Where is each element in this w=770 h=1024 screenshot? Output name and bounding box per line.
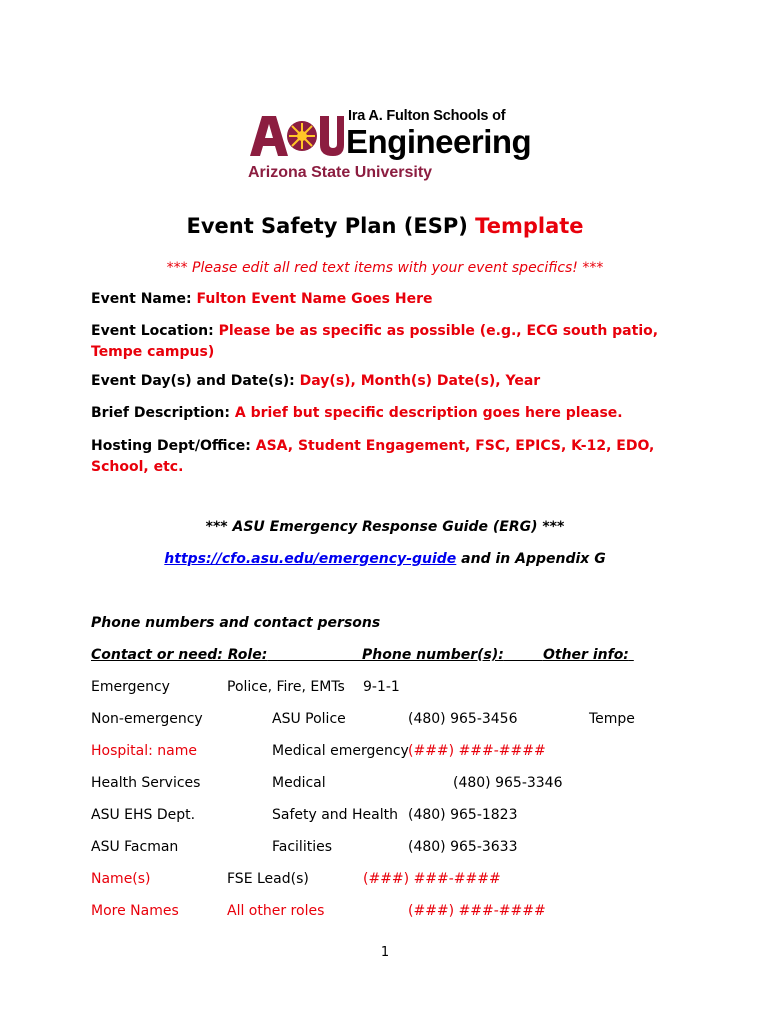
row-phone: (480) 965-3456	[408, 711, 518, 727]
row-contact: Emergency	[91, 679, 170, 695]
event-location-field	[91, 321, 671, 363]
row-role: Safety and Health	[272, 807, 398, 823]
row-contact: Name(s)	[91, 871, 151, 887]
page-number: 1	[380, 945, 390, 960]
row-role: All other roles	[227, 903, 325, 919]
phone-header	[362, 647, 543, 663]
other-info-header	[543, 647, 634, 663]
contact-role-header	[91, 647, 362, 663]
row-role: Facilities	[272, 839, 332, 855]
logo-engineering-text: Engineering	[346, 123, 532, 160]
erg-link-suffix: and in Appendix G	[456, 551, 606, 567]
erg-heading: *** ASU Emergency Response Guide (ERG) ***	[205, 519, 565, 535]
row-contact: ASU Facman	[91, 839, 179, 855]
hosting-value: ASA, Student Engagement, FSC, EPICS, K-12, EDO, School, etc.	[91, 438, 655, 475]
event-dates-field	[91, 371, 691, 392]
row-phone: (480) 965-3346	[453, 775, 563, 791]
hosting-field	[91, 436, 666, 478]
row-contact: ASU EHS Dept.	[91, 807, 196, 823]
row-role: Medical	[272, 775, 326, 791]
other-info-header-text: Other info:	[543, 647, 629, 663]
hosting-label: Hosting Dept/Office:	[91, 438, 251, 454]
description-field	[91, 403, 691, 424]
row-role: Police, Fire, EMTs	[227, 679, 345, 695]
row-other: Tempe	[589, 711, 635, 727]
event-location-label: Event Location:	[91, 323, 214, 339]
event-dates-label: Event Day(s) and Date(s):	[91, 373, 295, 389]
row-phone: (###) ###-####	[408, 743, 546, 759]
page-title	[0, 214, 770, 238]
row-phone: (480) 965-1823	[408, 807, 518, 823]
logo-university-name: Arizona State University	[248, 164, 433, 181]
instructions-note: *** Please edit all red text items with your event specifics! ***	[166, 260, 604, 276]
event-name-value: Fulton Event Name Goes Here	[196, 291, 433, 307]
event-name-label: Event Name:	[91, 291, 192, 307]
row-phone: (###) ###-####	[408, 903, 546, 919]
event-location-value: Please be as specific as possible (e.g., ECG south patio, Tempe campus)	[91, 323, 659, 360]
row-phone: (480) 965-3633	[408, 839, 518, 855]
asu-engineering-logo	[248, 108, 532, 184]
event-dates-value: Day(s), Month(s) Date(s), Year	[299, 373, 541, 389]
erg-link-line	[0, 551, 770, 567]
row-phone: (###) ###-####	[363, 871, 501, 887]
description-value: A brief but specific description goes here please.	[234, 405, 623, 421]
title-accent: Template	[475, 214, 584, 238]
asu-sunburst-logo-icon	[248, 114, 344, 158]
phone-header-text: Phone number(s):	[362, 647, 504, 663]
event-name-field	[91, 289, 691, 310]
row-contact: Health Services	[91, 775, 201, 791]
row-contact: Non-emergency	[91, 711, 203, 727]
description-label: Brief Description:	[91, 405, 230, 421]
row-role: FSE Lead(s)	[227, 871, 309, 887]
row-role: ASU Police	[272, 711, 346, 727]
erg-link[interactable]: https://cfo.asu.edu/emergency-guide	[164, 551, 457, 567]
title-main: Event Safety Plan (ESP)	[186, 214, 468, 238]
row-contact: More Names	[91, 903, 179, 919]
contact-role-header-text: Contact or need: Role:	[91, 647, 268, 663]
row-contact: Hospital: name	[91, 743, 197, 759]
row-phone: 9-1-1	[363, 679, 400, 695]
contacts-section-title: Phone numbers and contact persons	[91, 615, 381, 631]
row-role: Medical emergency	[272, 743, 409, 759]
logo-school-name: Ira A. Fulton Schools of	[348, 108, 506, 124]
